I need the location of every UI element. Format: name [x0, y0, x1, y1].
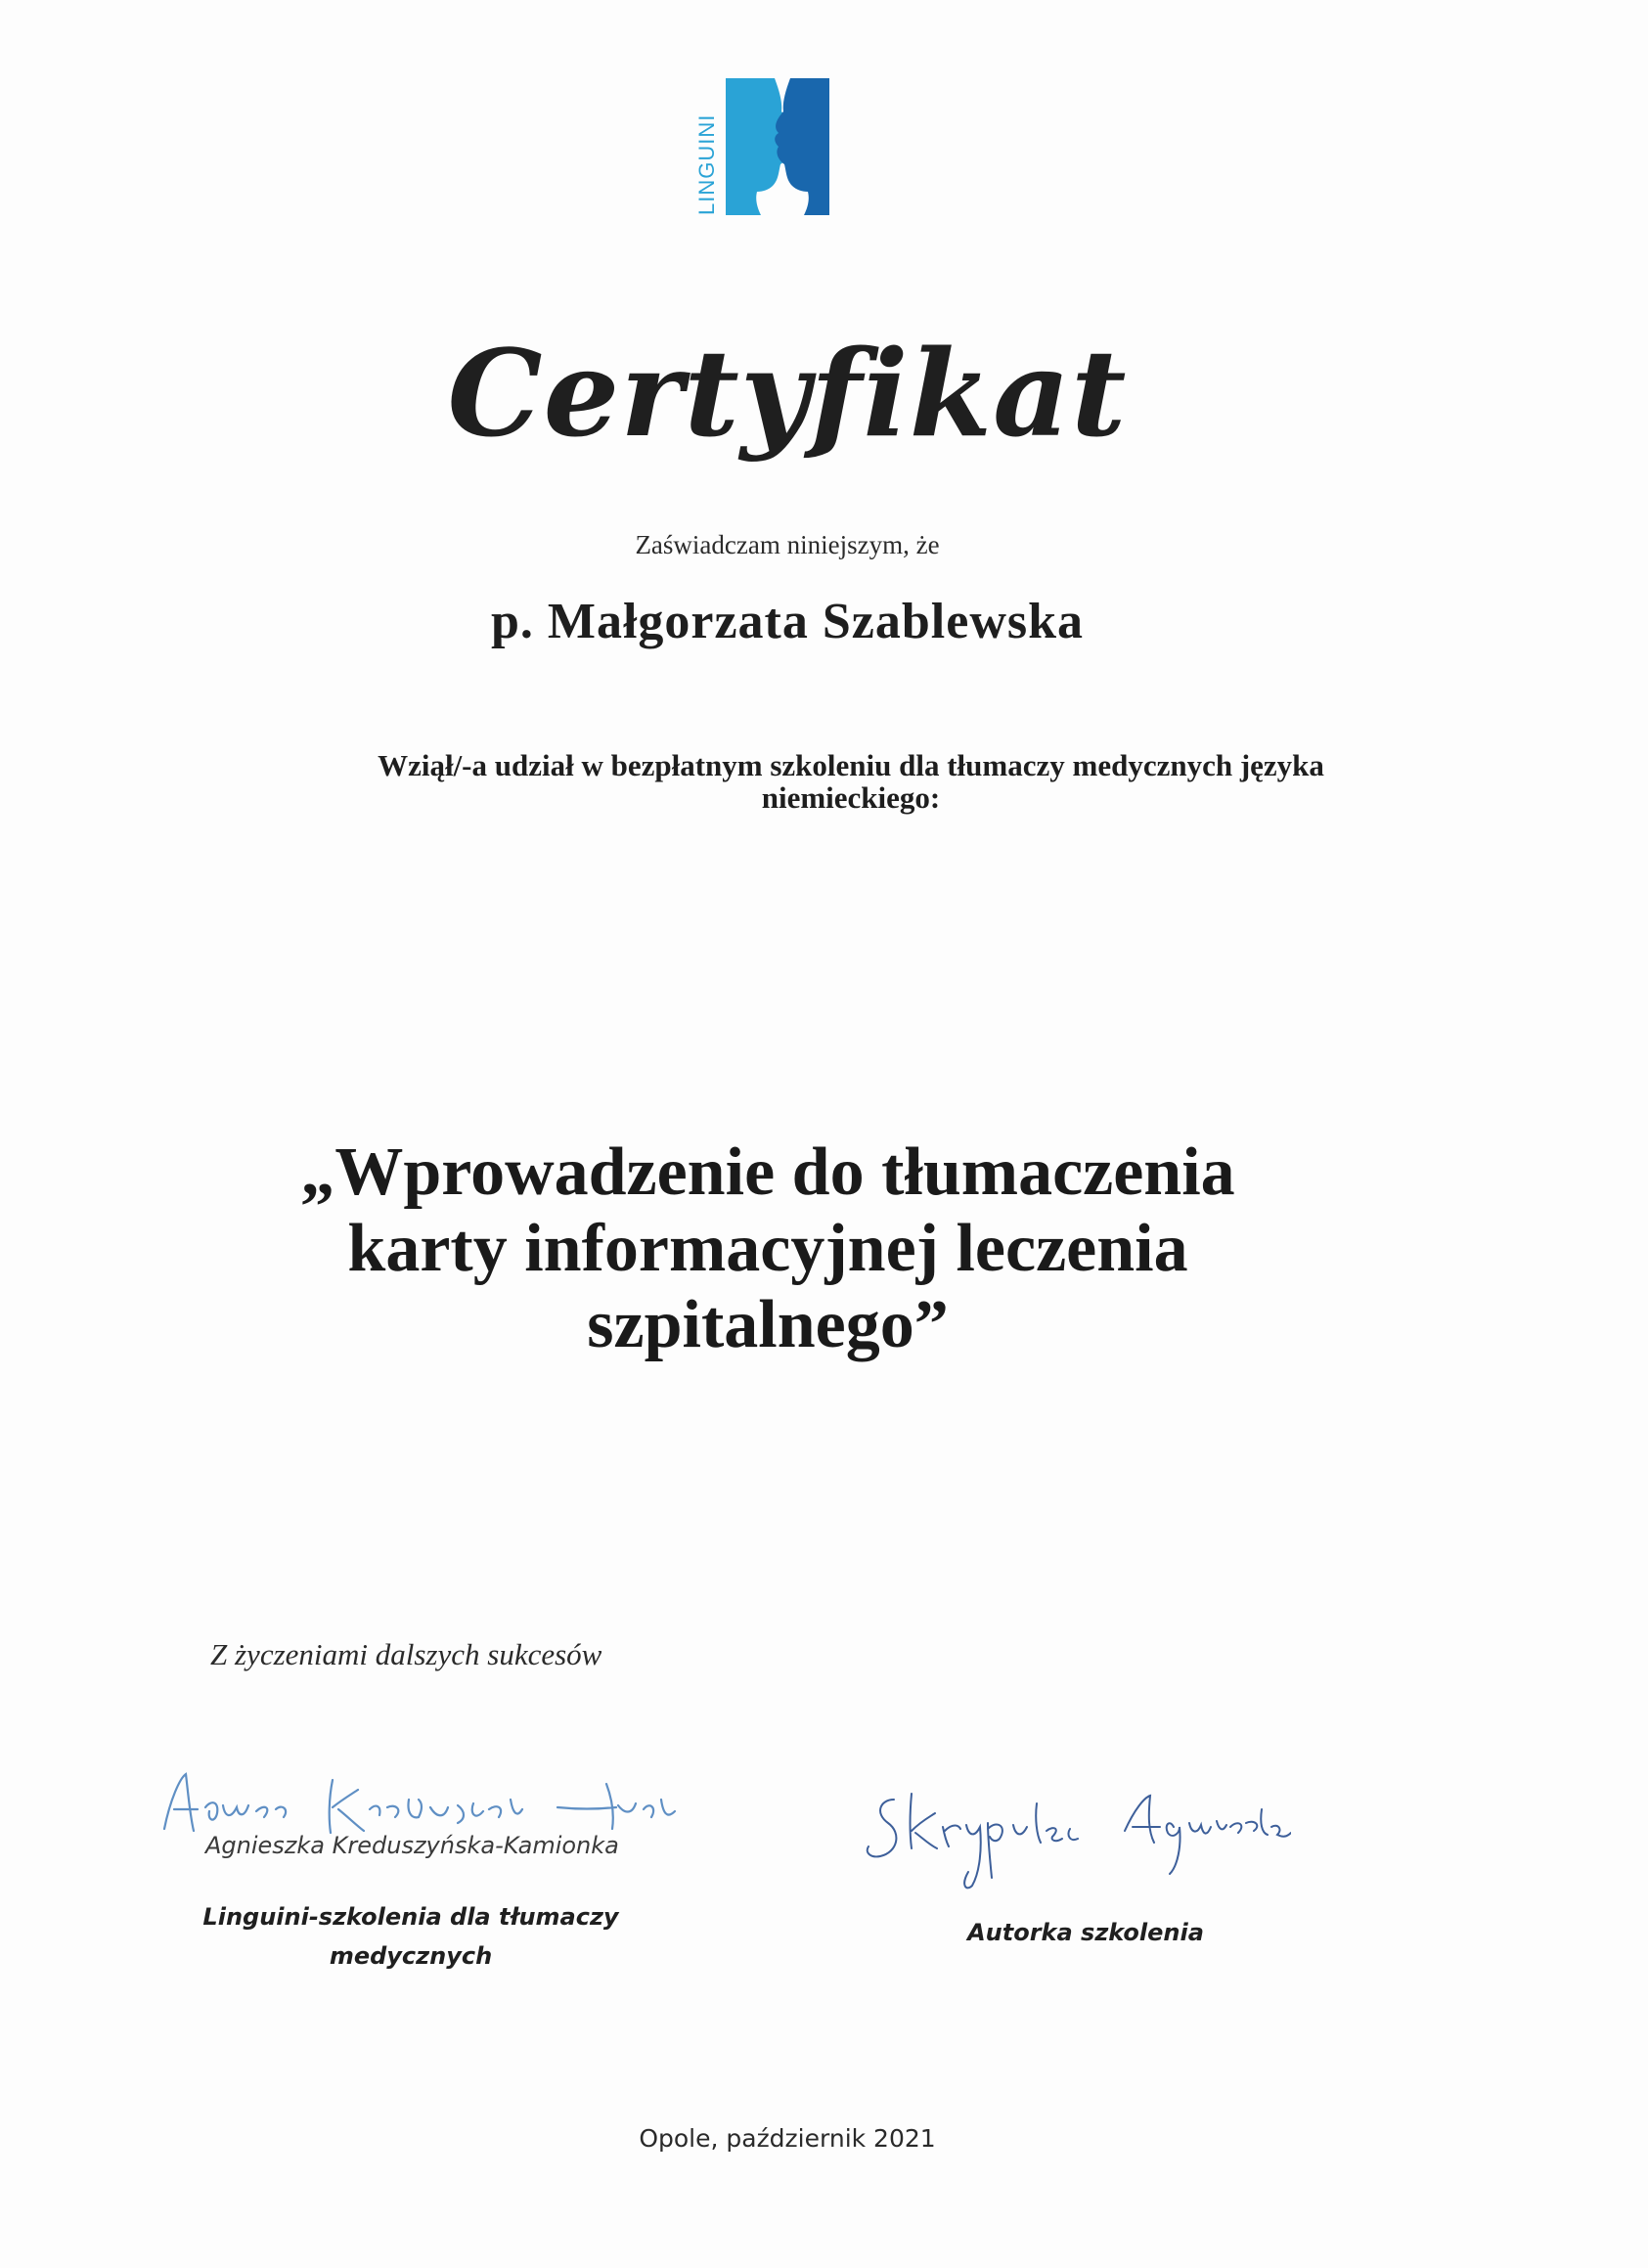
- course-title-line: szpitalnego”: [587, 1287, 949, 1362]
- organization-role: [176, 1897, 646, 1976]
- place-and-date: Opole, październik 2021: [639, 2124, 936, 2153]
- course-title-line: karty informacyjnej leczenia: [347, 1211, 1188, 1286]
- two-faces-logo-icon: [685, 70, 880, 227]
- certificate-title: Certyfikat: [447, 323, 1128, 464]
- intro-text: Zaświadczam niniejszym, że: [635, 530, 940, 559]
- wishes-text: Z życzeniami dalszych sukcesów: [210, 1637, 602, 1671]
- course-title: [156, 1134, 1379, 1363]
- handwritten-signature-icon: [851, 1770, 1291, 1897]
- recipient-name: p. Małgorzata Szablewska: [490, 594, 1085, 649]
- logo-text: LINGUINI: [694, 113, 719, 215]
- organization-role-line: Linguini-szkolenia dla tłumaczy: [202, 1903, 619, 1931]
- right-signature: [851, 1770, 1291, 1897]
- organization-role-line: medycznych: [329, 1942, 493, 1970]
- linguini-logo: [685, 70, 880, 227]
- course-title-line: „Wprowadzenie do tłumaczenia: [300, 1134, 1235, 1210]
- author-role: Autorka szkolenia: [967, 1919, 1204, 1946]
- left-signer-name: Agnieszka Kreduszyńska-Kamionka: [205, 1832, 619, 1859]
- participation-text: Wziął/-a udział w bezpłatnym szkoleniu dla tłumaczy medycznych języka niemieckiego:: [378, 748, 1324, 815]
